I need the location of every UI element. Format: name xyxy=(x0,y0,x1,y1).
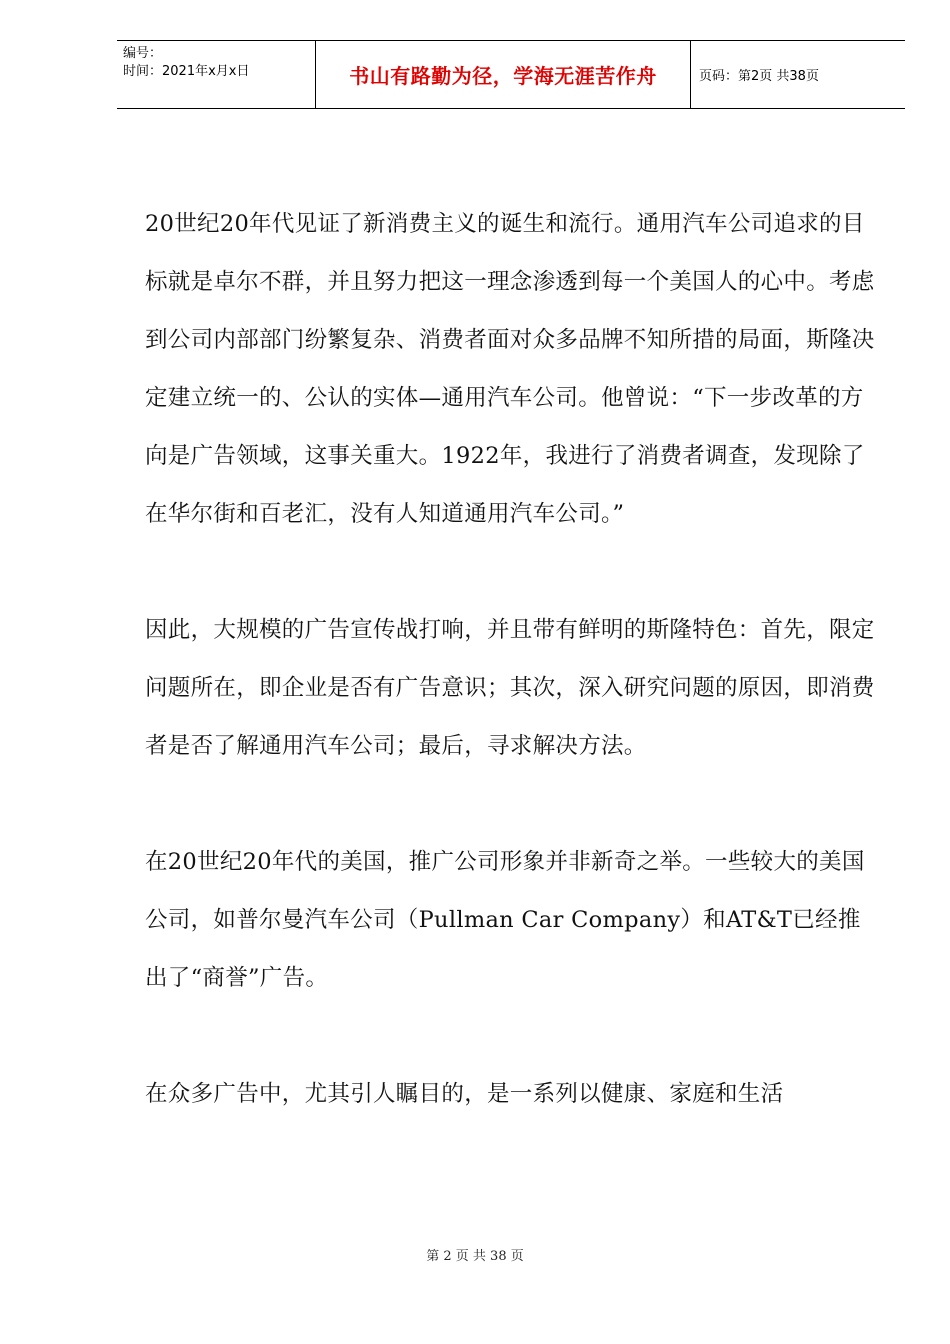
paragraph-4: 在众多广告中，尤其引人瞩目的，是一系列以健康、家庭和生活 xyxy=(145,1081,784,1107)
serial-number-label: 编号： xyxy=(123,46,163,61)
document-body xyxy=(145,195,875,1181)
time-label: 时间：2021年x月x日 xyxy=(123,64,250,79)
paragraph-2: 因此，大规模的广告宣传战打响，并且带有鲜明的斯隆特色：首先，限定问题所在，即企业是否有广告意识；其次，深入研究问题的原因，即消费者是否了解通用汽车公司；最后，寻求解决方法。 xyxy=(145,617,875,759)
paragraph-3: 在20世纪20年代的美国，推广公司形象并非新奇之举。一些较大的美国公司，如普尔曼汽车公司（Pullman Car Company）和AT&T已经推出了“商誉”广告。 xyxy=(145,849,865,991)
paragraph-1: 20世纪20年代见证了新消费主义的诞生和流行。通用汽车公司追求的目标就是卓尔不群，并且努力把这一理念渗透到每一个美国人的心中。考虑到公司内部部门纷繁复杂、消费者面对众多品牌不知所措的局面，斯隆决定建立统一的、公认的实体—通用汽车公司。他曾说：“下一步改革的方向是广告领域，这事关重大。1922年，我进行了消费者调查，发现除了在华尔街和百老汇，没有人知道通用汽车公司。” xyxy=(145,211,875,527)
header-page-number: 页码：第2页 共38页 xyxy=(699,69,819,84)
header-info xyxy=(123,45,249,81)
header-divider-right xyxy=(690,41,691,108)
page-footer: 第 2 页 共 38 页 xyxy=(426,1249,524,1264)
page-header xyxy=(117,40,905,109)
header-motto: 书山有路勤为径，学海无涯苦作舟 xyxy=(349,64,657,88)
